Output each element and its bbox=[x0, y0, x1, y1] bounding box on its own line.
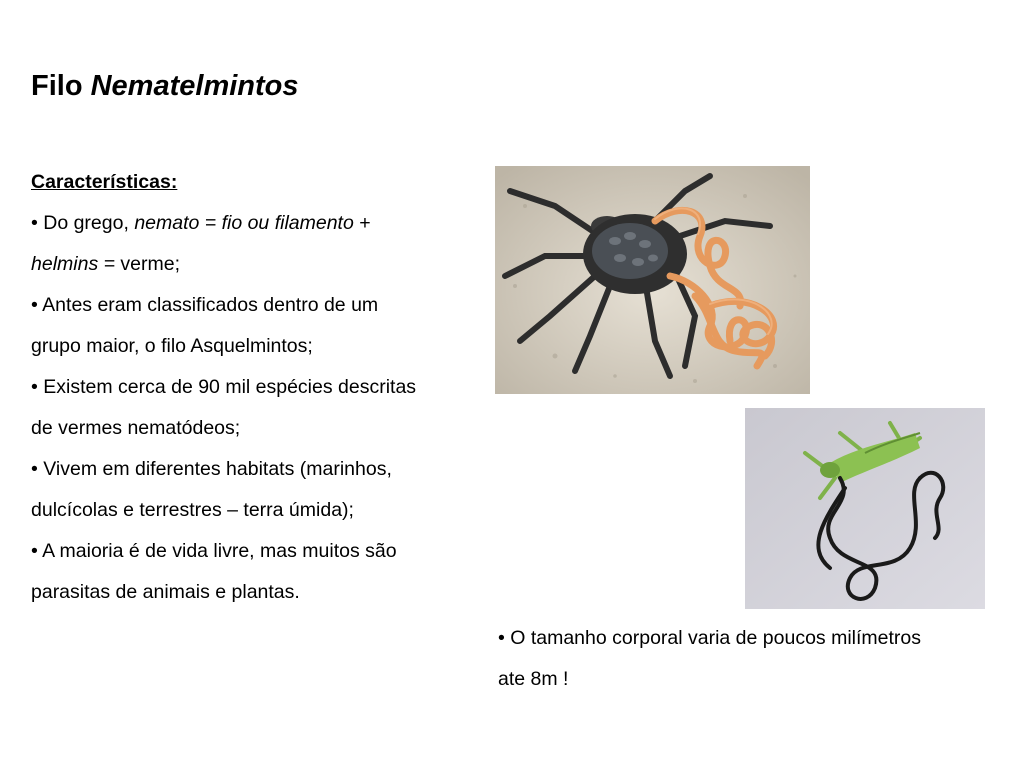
bullet-etymology-term: nemato = fio ou filamento bbox=[134, 212, 354, 234]
bullet-etymology-term2: helmins = bbox=[31, 253, 121, 275]
slide-title bbox=[31, 66, 299, 106]
characteristics-text bbox=[31, 167, 501, 618]
bullet-classification-line2: grupo maior, o filo Asquelmintos; bbox=[31, 335, 313, 357]
bullet-lifestyle-line2: parasitas de animais e plantas. bbox=[31, 581, 300, 603]
body-size-note bbox=[498, 623, 1008, 705]
bullet-etymology-suffix2: verme; bbox=[120, 253, 181, 275]
bullet-etymology-prefix: • Do grego, bbox=[31, 212, 135, 234]
title-emphasis: Nematelmintos bbox=[90, 70, 299, 102]
bullet-species-line2: de vermes nematódeos; bbox=[31, 417, 241, 439]
photo-spider-with-nematodes bbox=[495, 166, 810, 394]
body-size-note-line1: • O tamanho corporal varia de poucos milímetros bbox=[498, 627, 922, 649]
photo-mantis-with-hairworm bbox=[745, 408, 985, 609]
bullet-etymology-suffix: + bbox=[353, 212, 371, 234]
bullet-habitats-line1: • Vivem em diferentes habitats (marinhos, bbox=[31, 458, 392, 480]
bullet-etymology bbox=[31, 208, 501, 249]
bullet-habitats-line2: dulcícolas e terrestres – terra úmida); bbox=[31, 499, 354, 521]
body-size-note-line2: ate 8m ! bbox=[498, 668, 569, 690]
bullet-classification-line1: • Antes eram classificados dentro de um bbox=[31, 294, 379, 316]
bullet-etymology-continued bbox=[31, 249, 501, 290]
section-heading: Características: bbox=[31, 171, 178, 193]
title-prefix: Filo bbox=[31, 70, 83, 102]
bullet-lifestyle-line1: • A maioria é de vida livre, mas muitos são bbox=[31, 540, 397, 562]
bullet-species-line1: • Existem cerca de 90 mil espécies descritas bbox=[31, 376, 417, 398]
